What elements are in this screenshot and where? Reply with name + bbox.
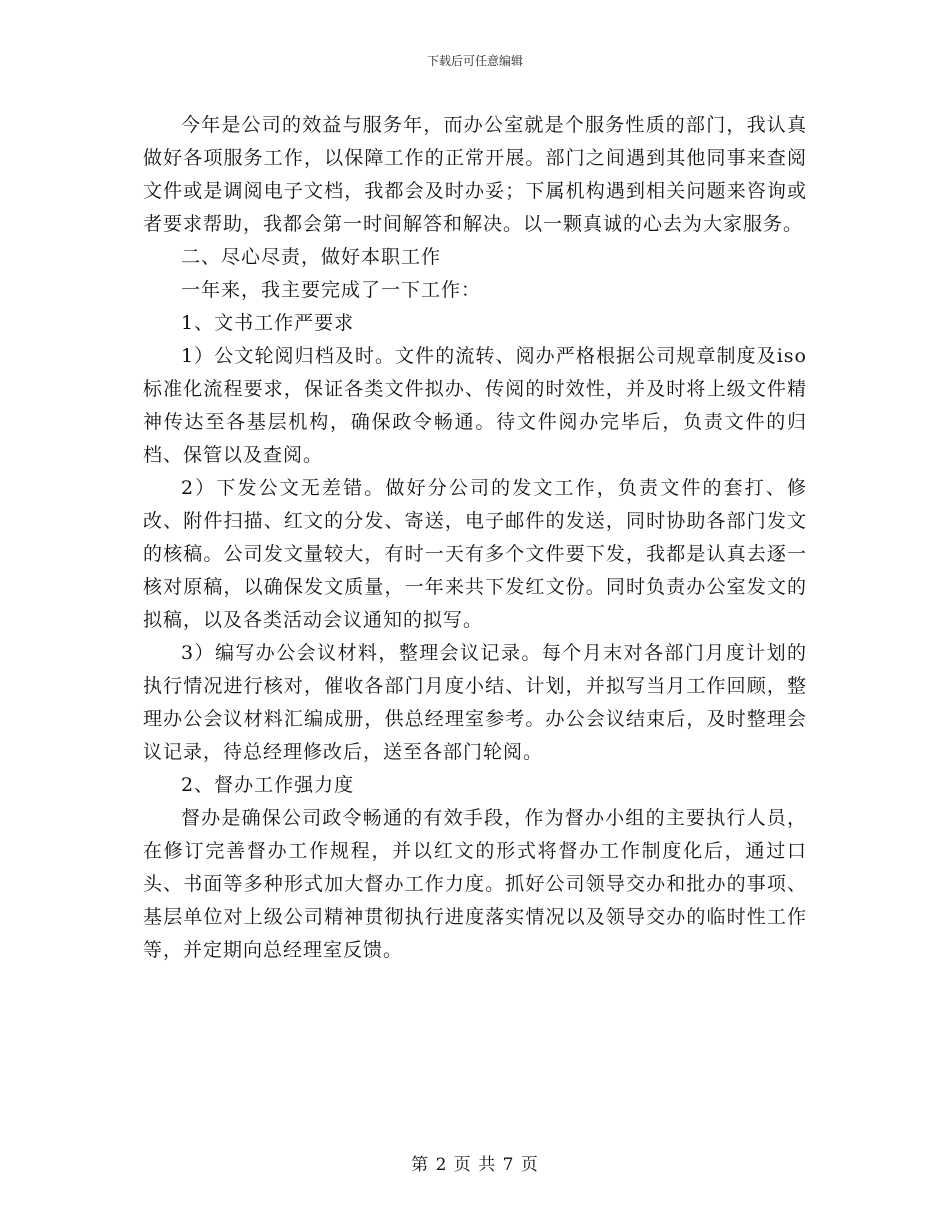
subsection-heading: 1、文书工作严要求 (181, 312, 355, 334)
paragraph: 3）编写办公会议材料，整理会议记录。每个月末对各部门月度计划的执行情况进行核对，催收各部门月度小结、计划，并拟写当月工作回顾，整理办公会议材料汇编成册，供总经理室参考。办公会议结束后，及时整理会议记录，待总经理修改后，送至各部门轮阅。 (143, 642, 807, 763)
paragraph: 2）下发公文无差错。做好分公司的发文工作，负责文件的套打、修改、附件扫描、红文的分发、寄送，电子邮件的发送，同时协助各部门发文的核稿。公司发文量较大，有时一天有多个文件要下发，我都是认真去逐一核对原稿，以确保发文质量，一年来共下发红文份。同时负责办公室发文的拟稿，以及各类活动会议通知的拟写。 (143, 477, 807, 631)
paragraph: 今年是公司的效益与服务年，而办公室就是个服务性质的部门，我认真做好各项服务工作，以保障工作的正常开展。部门之间遇到其他同事来查阅文件或是调阅电子文档，我都会及时办妥；下属机构遇到相关问题来咨询或者要求帮助，我都会第一时间解答和解决。以一颗真诚的心去为大家服务。 (143, 114, 807, 235)
page-number: 第 2 页 共 7 页 (411, 1155, 539, 1175)
section-heading: 二、尽心尽责，做好本职工作 (181, 246, 442, 268)
paragraph: 1）公文轮阅归档及时。文件的流转、阅办严格根据公司规章制度及iso标准化流程要求，保证各类文件拟办、传阅的时效性，并及时将上级文件精神传达至各基层机构，确保政令畅通。待文件阅办完毕后，负责文件的归档、保管以及查阅。 (143, 345, 807, 466)
subsection-heading: 2、督办工作强力度 (181, 774, 355, 796)
page-header: 下载后可任意编辑 (426, 54, 523, 68)
paragraph: 督办是确保公司政令畅通的有效手段，作为督办小组的主要执行人员，在修订完善督办工作规程，并以红文的形式将督办工作制度化后，通过口头、书面等多种形式加大督办工作力度。抓好公司领导交办和批办的事项、基层单位对上级公司精神贯彻执行进度落实情况以及领导交办的临时性工作等，并定期向总经理室反馈。 (143, 807, 807, 961)
paragraph: 一年来，我主要完成了一下工作： (181, 279, 482, 301)
document-body (143, 109, 807, 967)
